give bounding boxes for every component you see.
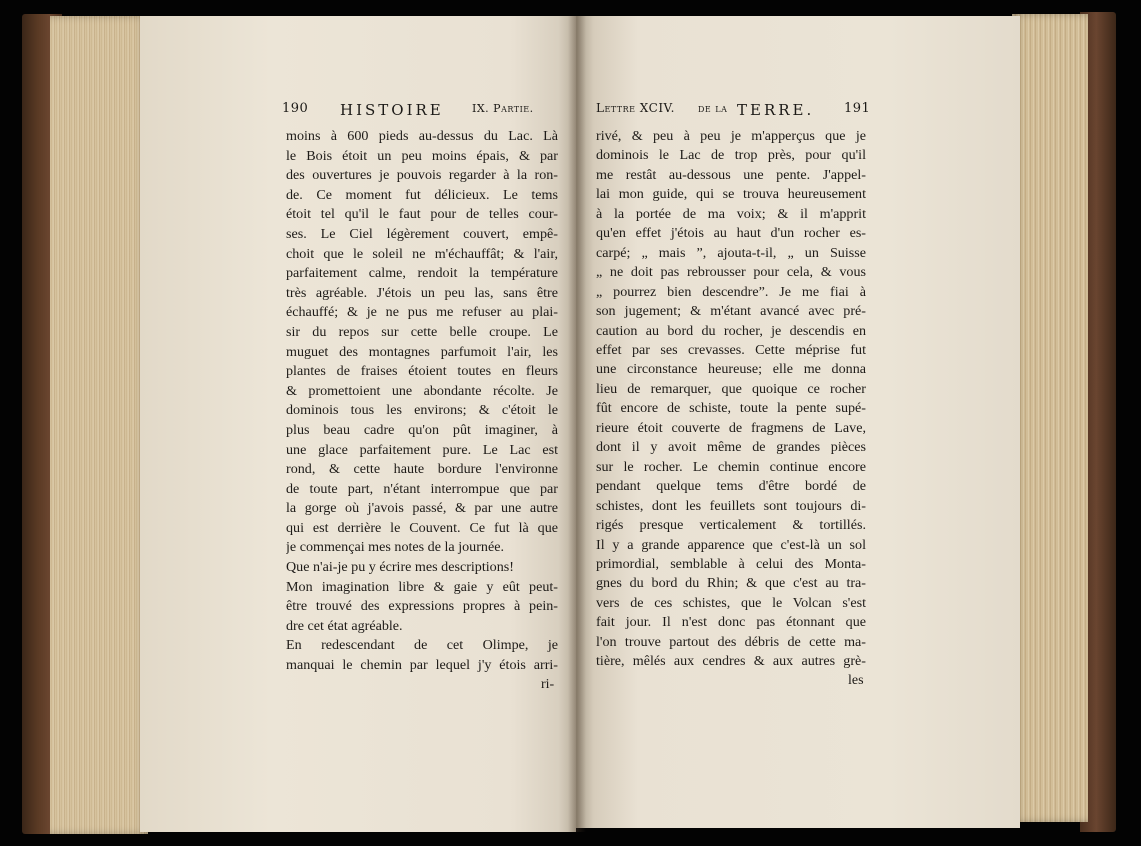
right-running-head <box>596 101 876 119</box>
right-page-number: 191 <box>844 101 871 116</box>
text-line: rigés presque verticalement & tortillés. <box>596 517 866 534</box>
text-line: „ ne doit pas rebrousser pour cela, & vous <box>596 264 866 281</box>
text-line: rond, & cette haute bordure l'environne <box>286 461 558 478</box>
left-header-title: HISTOIRE <box>340 101 444 119</box>
text-line: dont il y avoit même de grandes pièces <box>596 439 866 456</box>
right-header-title-prefix: de la <box>698 102 728 115</box>
text-line: gnes du bord du Rhin; & que c'est au tra- <box>596 575 866 592</box>
right-catchword: les <box>848 673 864 688</box>
text-line: primordial, semblable à celui des Monta- <box>596 555 866 572</box>
text-line: échauffé; & je ne pus me refuser au plai- <box>286 304 558 321</box>
text-line: qu'en effet j'étois au haut d'un rocher es- <box>596 225 866 242</box>
text-line: & promettoient une abondante récolte. Je <box>286 382 558 399</box>
text-line: le Bois étoit un peu moins épais, & par <box>286 147 558 164</box>
text-line: plantes de fraises étoient toutes en fleurs <box>286 363 558 380</box>
text-line: schistes, dont les feuillets sont toujours di- <box>596 497 866 514</box>
text-line: tière, mêlés aux cendres & aux autres grè- <box>596 653 866 670</box>
left-catchword: ri- <box>541 677 555 692</box>
text-line: choit que le soleil ne m'échauffât; & l'air, <box>286 245 558 262</box>
right-header-letter: Lettre XCIV. <box>596 101 675 115</box>
text-line: muguet des montagnes parfumoit l'air, les <box>286 343 558 360</box>
text-line: dre cet état agréable. <box>286 617 403 634</box>
text-line: très agréable. J'étois un peu las, sans être <box>286 284 558 301</box>
left-running-head <box>282 101 572 119</box>
text-line: une circonstance heureuse; elle me donna <box>596 361 866 378</box>
text-line: dominois le Lac de trop près, pour qu'il <box>596 147 866 164</box>
text-line: manquai le chemin par lequel j'y étois arri- <box>286 657 558 674</box>
text-line: rivé, & peu à peu je m'apperçus que je <box>596 128 866 144</box>
text-line: vers de ces schistes, que le Volcan s'est <box>596 594 866 611</box>
left-header-part: IX. Partie. <box>472 102 534 115</box>
text-line: En redescendant de cet Olimpe, je <box>286 637 558 654</box>
text-line: de. Ce moment fut délicieux. Le tems <box>286 186 558 203</box>
text-line: me restât au-dessous une pente. J'appel- <box>596 166 866 183</box>
left-page-number: 190 <box>282 101 309 116</box>
text-line: sir du repos sur cette belle croupe. Le <box>286 323 558 340</box>
book-gutter <box>568 16 586 832</box>
right-text-column <box>596 127 866 672</box>
text-line: caution au bord du rocher, je descendis en <box>596 322 866 339</box>
text-line: Il y a grande apparence que c'est-là un sol <box>596 536 866 553</box>
text-line: fait jour. Il n'est donc pas étonnant que <box>596 614 866 631</box>
text-line: effet par ses crevasses. Cette méprise fut <box>596 341 866 358</box>
text-line: „ pourrez bien descendre”. Je me fiai à <box>596 283 866 300</box>
text-line: dominois tous les environs; & c'étoit le <box>286 402 558 419</box>
text-line: l'on trouve partout des débris de cette ma- <box>596 633 866 650</box>
text-line: Que n'ai-je pu y écrire mes descriptions! <box>286 559 514 576</box>
text-line: une glace parfaitement pure. Le Lac est <box>286 441 558 458</box>
text-line: sur le rocher. Le chemin continue encore <box>596 458 866 475</box>
text-line: ses. Le Ciel légèrement couvert, empê- <box>286 225 558 242</box>
right-page-edges <box>1012 14 1088 822</box>
left-text-column <box>286 127 558 676</box>
text-line: des ouvertures je pouvois regarder à la ron- <box>286 167 558 184</box>
text-line: son jugement; & m'étant avancé avec pré- <box>596 303 866 320</box>
right-header-title: TERRE. <box>737 101 815 119</box>
text-line: la gorge où j'avois passé, & par une autre <box>286 500 558 517</box>
text-line: carpé; „ mais ”, ajouta-t-il, „ un Suisse <box>596 244 866 261</box>
text-line: rieure étoit couverte de fragmens de Lave, <box>596 419 866 436</box>
text-line: qui est derrière le Couvent. Ce fut là que <box>286 519 558 536</box>
text-line: étoit tel qu'il le faut pour de telles cour- <box>286 206 558 223</box>
text-line: Mon imagination libre & gaie y eût peut- <box>286 578 558 595</box>
text-line: fût encore de schiste, toute la pente supé- <box>596 400 866 417</box>
text-line: de toute part, n'étant interrompue que par <box>286 480 558 497</box>
text-line: parfaitement calme, rendoit la température <box>286 265 558 282</box>
text-line: être trouvé des expressions propres à pein- <box>286 598 558 615</box>
text-line: pendant quelque tems d'être bordé de <box>596 478 866 495</box>
text-line: moins à 600 pieds au-dessus du Lac. Là <box>286 128 558 144</box>
text-line: à la portée de ma voix; & il m'apprit <box>596 205 866 222</box>
text-line: plus beau cadre qu'on pût imaginer, à <box>286 421 558 438</box>
left-page-edges <box>50 16 148 834</box>
text-line: lai mon guide, qui se trouva heureusement <box>596 186 866 203</box>
text-line: je commençai mes notes de la journée. <box>286 539 504 556</box>
text-line: lieu de remarquer, que quoique ce rocher <box>596 380 866 397</box>
